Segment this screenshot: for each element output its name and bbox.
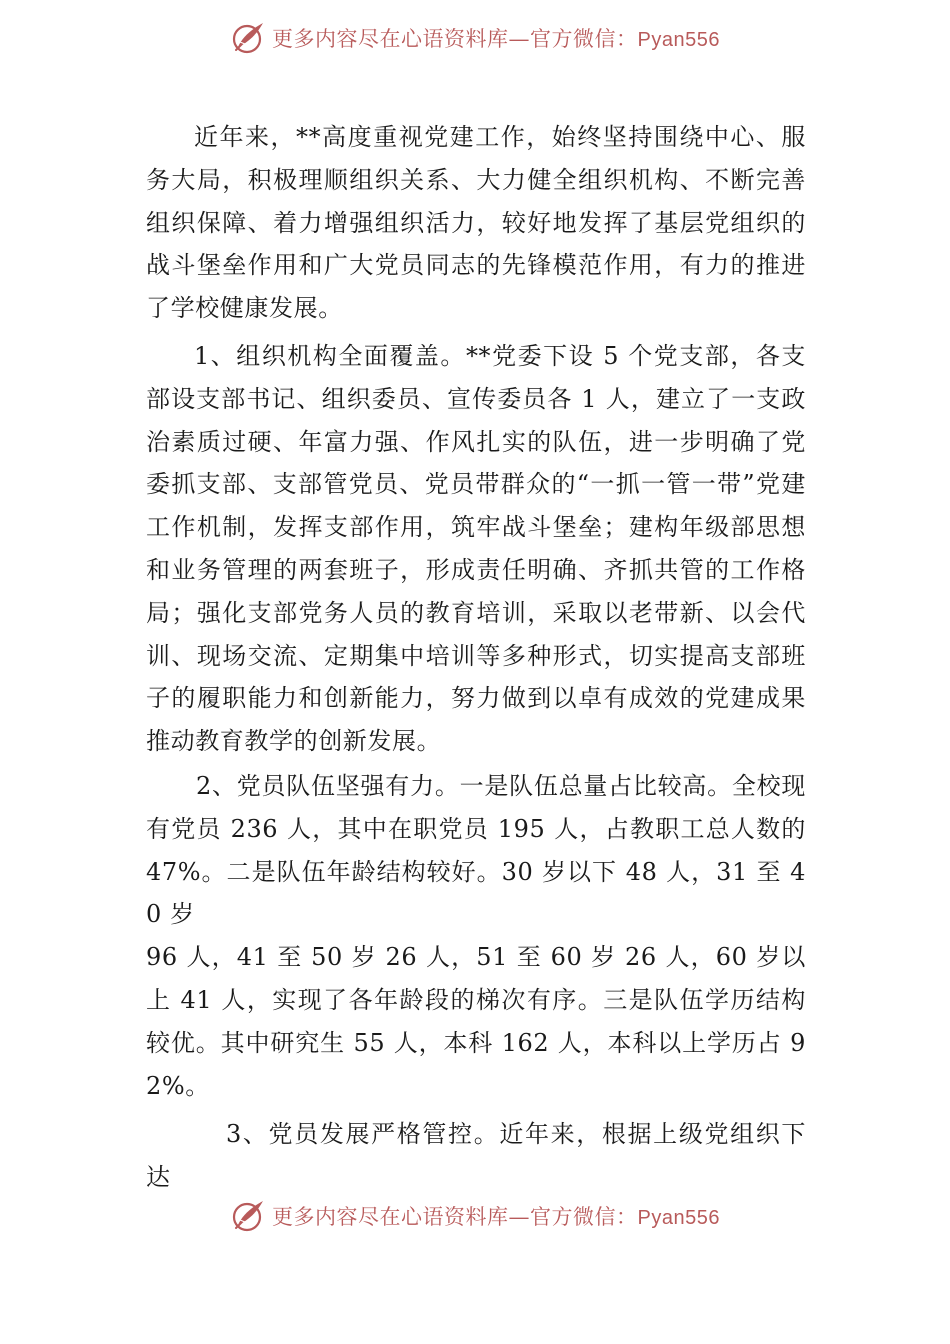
paragraph-intro: 近年来，**高度重视党建工作，始终坚持围绕中心、服务大局，积极理顺组织关系、大力健全组织机构、不断完善组织保障、着力增强组织活力，较好地发挥了基层党组织的战斗堡垒作用和广大党员同志的先锋模范作用，有力的推进了学校健康发展。 (146, 123, 806, 323)
footer-banner (0, 1194, 950, 1238)
paragraph-section-2-continued: 96 人，41 至 50 岁 26 人，51 至 60 岁 26 人，60 岁以上 41 人，实现了各年龄段的梯次有序。三是队伍学历结构较优。其中研究生 55 人，本科 162 人，本科以上学历占 92%。 (146, 943, 806, 1100)
paragraph-section-2: 2、党员队伍坚强有力。一是队伍总量占比较高。全校现有党员 236 人，其中在职党员 195 人，占教职工总人数的47%。二是队伍年龄结构较好。30 岁以下 48 人，31 至 40 岁 (146, 771, 806, 929)
paragraph-section-3: 3、党员发展严格管控。近年来，根据上级党组织下达 (146, 1120, 806, 1192)
quill-logo-icon (230, 20, 266, 56)
paragraph-section-1: 1、组织机构全面覆盖。**党委下设 5 个党支部，各支部设支部书记、组织委员、宣传委员各 1 人，建立了一支政治素质过硬、年富力强、作风扎实的队伍，进一步明确了党委抓支部、支部管党员、党员带群众的“一抓一管一带”党建工作机制，发挥支部作用，筑牢战斗堡垒；建构年级部思想和业务管理的两套班子，形成责任明确、齐抓共管的工作格局；强化支部党务人员的教育培训，采取以老带新、以会代训、现场交流、定期集中培训等多种形式，切实提高支部班子的履职能力和创新能力，努力做到以卓有成效的党建成果推动教育教学的创新发展。 (146, 341, 806, 756)
footer-wechat-id: Pyan556 (637, 1207, 720, 1229)
quill-logo-icon (230, 1198, 266, 1234)
header-banner-text: 更多内容尽在心语资料库—官方微信：Pyan556 (272, 27, 720, 51)
document-body (146, 116, 806, 1199)
header-banner (0, 16, 950, 60)
header-wechat-id: Pyan556 (637, 29, 720, 51)
footer-banner-text: 更多内容尽在心语资料库—官方微信：Pyan556 (272, 1205, 720, 1229)
